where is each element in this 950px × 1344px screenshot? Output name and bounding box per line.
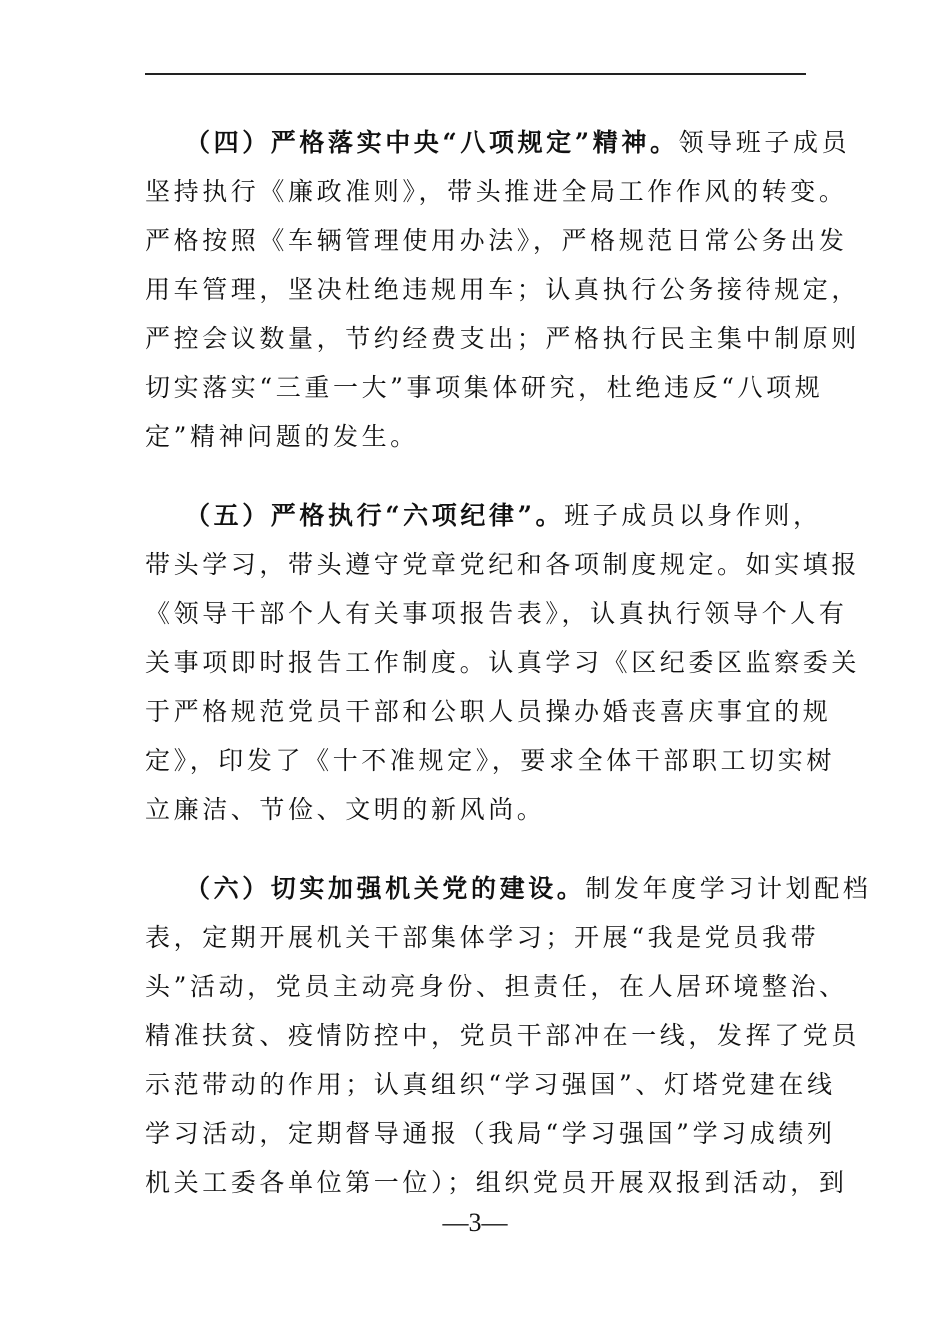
paragraph-last-line: 立廉洁、节俭、文明的新风尚。 bbox=[145, 795, 546, 824]
paragraph-line: 学习活动，定期督导通报（我局“学习强国”学习成绩列 bbox=[145, 1119, 836, 1148]
paragraph-text: 制发年度学习计划配档 bbox=[585, 874, 872, 903]
paragraph-first-line bbox=[145, 118, 851, 167]
paragraph-line: 用车管理，坚决杜绝违规用车；认真执行公务接待规定， bbox=[145, 275, 861, 304]
header-rule bbox=[145, 73, 806, 75]
paragraph-text: 领导班子成员 bbox=[678, 128, 851, 157]
paragraph-first-line bbox=[145, 864, 872, 913]
page-number: —3— bbox=[442, 1208, 508, 1237]
paragraph-line: 于严格规范党员干部和公职人员操办婚丧喜庆事宜的规 bbox=[145, 697, 832, 726]
paragraph-line: 带头学习，带头遵守党章党纪和各项制度规定。如实填报 bbox=[145, 550, 861, 579]
paragraph-last-line: 定”精神问题的发生。 bbox=[145, 422, 419, 451]
section-heading: （四）严格落实中央“八项规定”精神。 bbox=[185, 128, 679, 157]
paragraph-text: 班子成员以身作则， bbox=[564, 501, 822, 530]
body-text bbox=[145, 118, 872, 1237]
paragraph-line: 定》，印发了《十不准规定》，要求全体干部职工切实树 bbox=[145, 746, 836, 775]
paragraph-line: 坚持执行《廉政准则》，带头推进全局工作作风的转变。 bbox=[145, 177, 848, 206]
paragraph-line: 机关工委各单位第一位）；组织党员开展双报到活动，到 bbox=[145, 1168, 848, 1197]
paragraph-five bbox=[145, 491, 861, 834]
section-heading: （六）切实加强机关党的建设。 bbox=[185, 874, 586, 903]
paragraph-first-line bbox=[145, 491, 822, 540]
paragraph-line: 精准扶贫、疫情防控中，党员干部冲在一线，发挥了党员 bbox=[145, 1021, 861, 1050]
paragraph-line: 关事项即时报告工作制度。认真学习《区纪委区监察委关 bbox=[145, 648, 861, 677]
paragraph-line: 严控会议数量，节约经费支出；严格执行民主集中制原则 bbox=[145, 324, 861, 353]
paragraph-line: 《领导干部个人有关事项报告表》，认真执行领导个人有 bbox=[145, 599, 848, 628]
paragraph-four bbox=[145, 118, 861, 461]
paragraph-line: 表，定期开展机关干部集体学习；开展“我是党员我带 bbox=[145, 923, 820, 952]
paragraph-line: 切实落实“三重一大”事项集体研究，杜绝违反“八项规 bbox=[145, 373, 824, 402]
section-heading: （五）严格执行“六项纪律”。 bbox=[185, 501, 565, 530]
paragraph-six bbox=[145, 864, 872, 1207]
paragraph-line: 严格按照《车辆管理使用办法》，严格规范日常公务出发 bbox=[145, 226, 848, 255]
paragraph-line: 头”活动，党员主动亮身份、担责任，在人居环境整治、 bbox=[145, 972, 848, 1001]
paragraph-line: 示范带动的作用；认真组织“学习强国”、灯塔党建在线 bbox=[145, 1070, 836, 1099]
